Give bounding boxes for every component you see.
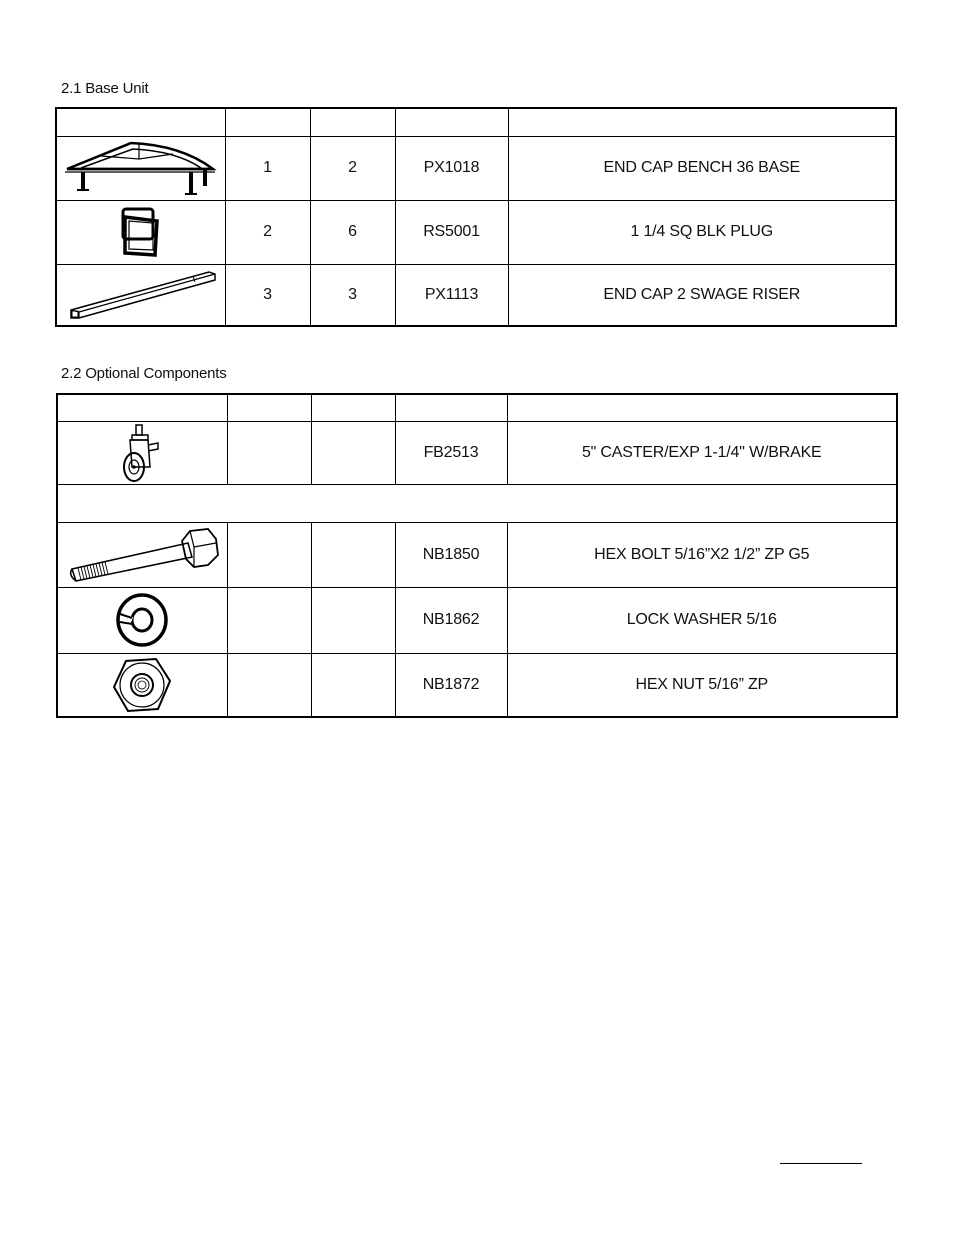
table-header-row: [56, 108, 896, 136]
hex-nut-icon: [110, 655, 174, 715]
header-cell: [311, 394, 395, 421]
description: HEX NUT 5/16” ZP: [507, 653, 897, 717]
table-row: [57, 421, 897, 484]
footer-rule: [780, 1163, 862, 1164]
part-image-cell: [56, 264, 225, 326]
lock-washer-icon: [112, 590, 172, 650]
part-number: NB1850: [395, 522, 507, 587]
hex-bolt-icon: [62, 525, 222, 585]
header-cell: [507, 394, 897, 421]
table-header-row: [57, 394, 897, 421]
header-cell: [508, 108, 896, 136]
section-title-base-unit: 2.1 Base Unit: [61, 80, 149, 97]
square-plug-icon: [111, 203, 171, 261]
part-number: FB2513: [395, 421, 507, 484]
description: END CAP 2 SWAGE RISER: [508, 264, 896, 326]
item-number: 3: [225, 264, 310, 326]
item-number: 2: [225, 200, 310, 264]
bench-base-icon: [61, 139, 221, 197]
quantity: [311, 653, 395, 717]
header-cell: [395, 394, 507, 421]
table-row: [57, 587, 897, 653]
item-number: [227, 522, 311, 587]
swage-riser-icon: [61, 266, 221, 324]
table-row: [56, 264, 896, 326]
description: 1 1/4 SQ BLK PLUG: [508, 200, 896, 264]
quantity: [311, 522, 395, 587]
table-row: [56, 200, 896, 264]
base-unit-table: [55, 107, 897, 327]
part-number: PX1113: [395, 264, 508, 326]
part-image-cell: [57, 587, 227, 653]
table-row: [57, 653, 897, 717]
part-number: RS5001: [395, 200, 508, 264]
table-separator-row: [57, 484, 897, 522]
quantity: [311, 421, 395, 484]
quantity: 6: [310, 200, 395, 264]
caster-icon: [112, 423, 172, 483]
item-number: 1: [225, 136, 310, 200]
description: LOCK WASHER 5/16: [507, 587, 897, 653]
description: END CAP BENCH 36 BASE: [508, 136, 896, 200]
header-cell: [56, 108, 225, 136]
part-number: NB1872: [395, 653, 507, 717]
description: HEX BOLT 5/16”X2 1/2” ZP G5: [507, 522, 897, 587]
optional-components-table: [56, 393, 898, 718]
header-cell: [227, 394, 311, 421]
separator-cell: [57, 484, 897, 522]
part-image-cell: [56, 200, 225, 264]
quantity: [311, 587, 395, 653]
part-image-cell: [57, 653, 227, 717]
header-cell: [225, 108, 310, 136]
item-number: [227, 653, 311, 717]
header-cell: [395, 108, 508, 136]
item-number: [227, 587, 311, 653]
table-row: [57, 522, 897, 587]
header-cell: [57, 394, 227, 421]
section-title-optional-components: 2.2 Optional Components: [61, 365, 227, 382]
item-number: [227, 421, 311, 484]
description: 5" CASTER/EXP 1-1/4'' W/BRAKE: [507, 421, 897, 484]
part-image-cell: [57, 421, 227, 484]
table-row: [56, 136, 896, 200]
part-number: NB1862: [395, 587, 507, 653]
part-image-cell: [57, 522, 227, 587]
quantity: 3: [310, 264, 395, 326]
part-image-cell: [56, 136, 225, 200]
part-number: PX1018: [395, 136, 508, 200]
header-cell: [310, 108, 395, 136]
quantity: 2: [310, 136, 395, 200]
